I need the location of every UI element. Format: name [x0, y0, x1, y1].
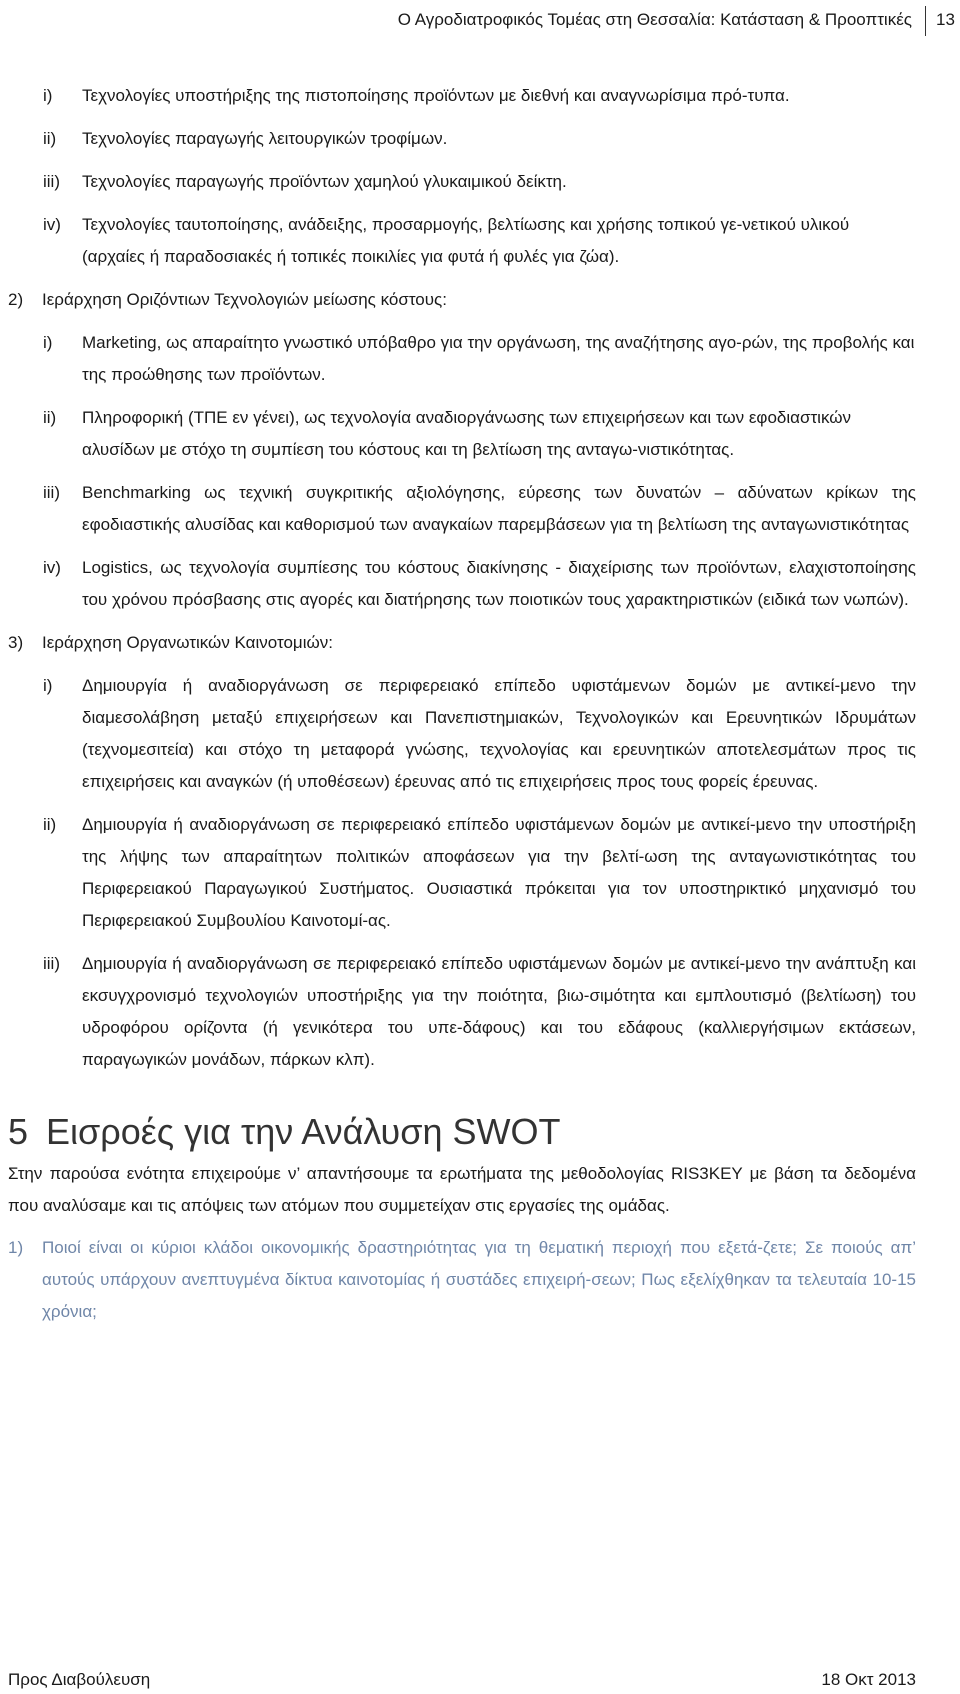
footer-date: 18 Οκτ 2013 — [821, 1670, 916, 1689]
list-item: iii) Δημιουργία ή αναδιοργάνωση σε περιφερειακό επίπεδο υφιστάμενων δομών με αντικεί-μενο την ανάπτυξη και εκσυγχρονισμό τεχνολογιών υποστήριξης για την ποιότητα, βιω-σιμότητα και εμπλουτισμό (βελτίωση) του υδροφόρου ορίζοντα (ή γενικότερα του υπε-δάφους) και του εδάφους (καλλιεργήσιμων εκτάσεων, παραγωγικών μονάδων, πάρκων κλπ). — [43, 954, 916, 1069]
section-3-heading: 3) Ιεράρχηση Οργανωτικών Καινοτομιών: — [8, 633, 334, 652]
page-footer — [8, 1670, 916, 1694]
section-5-heading: 5 Εισροές για την Ανάλυση SWOT — [8, 1111, 561, 1152]
header-title: Ο Αγροδιατροφικός Τομέας στη Θεσσαλία: Κατάσταση & Προοπτικές — [397, 10, 912, 29]
page-header — [0, 6, 960, 46]
list-item: iii) Τεχνολογίες παραγωγής προϊόντων χαμηλού γλυκαιμικού δείκτη. — [43, 172, 567, 191]
list-item: ii) Δημιουργία ή αναδιοργάνωση σε περιφερειακό επίπεδο υφιστάμενων δομών με αντικεί-μενο την υποστήριξη της λήψης των απαραίτητων πολιτικών αποφάσεων για την βελτί-ωση της ανταγωνιστικότητας του Περιφερειακού Παραγωγικού Συστήματος. Ουσιαστικά πρόκειται για τον υποστηρικτικό μηχανισμό του Περιφερειακού Συμβουλίου Καινοτομί-ας. — [43, 815, 916, 930]
section-2-heading: 2) Ιεράρχηση Οριζόντιων Τεχνολογιών μείωσης κόστους: — [8, 290, 447, 309]
list-item: ii) Πληροφορική (ΤΠΕ εν γένει), ως τεχνολογία αναδιοργάνωσης των επιχειρήσεων και των εφοδιαστικών αλυσίδων με στόχο τη συμπίεση του κόστους και τη βελτίωση της ανταγω-νιστικότητας. — [43, 408, 852, 459]
list-item: ii) Τεχνολογίες παραγωγής λειτουργικών τροφίμων. — [43, 129, 448, 148]
header-separator — [925, 6, 926, 36]
document-body — [8, 80, 916, 1339]
question-item: 1) Ποιοί είναι οι κύριοι κλάδοι οικονομικής δραστηριότητας για τη θεματική περιοχή που εξετά-ζετε; Σε ποιούς απ’ αυτούς υπάρχουν ανεπτυγμένα δίκτυα καινοτομίας ή συστάδες επιχειρή-σεων; Πως εξελίχθηκαν τα τελευταία 10-15 χρόνια; — [8, 1238, 916, 1321]
list-item: i) Marketing, ως απαραίτητο γνωστικό υπόβαθρο για την οργάνωση, της αναζήτησης αγο-ρών, της προβολής και της προώθησης των προϊόντων. — [43, 333, 915, 384]
footer-status: Προς Διαβούλευση — [8, 1670, 151, 1689]
page-number: 13 — [936, 10, 955, 29]
list-item: iii) Benchmarking ως τεχνική συγκριτικής αξιολόγησης, εύρεσης των δυνατών – αδύνατων κρίκων της εφοδιαστικής αλυσίδας και καθορισμού των αναγκαίων παρεμβάσεων για τη βελτίωση της ανταγωνιστικότητας — [43, 483, 916, 534]
section-5-intro: Στην παρούσα ενότητα επιχειρούμε ν’ απαντήσουμε τα ερωτήματα της μεθοδολογίας RIS3KEY με βάση τα δεδομένα που αναλύσαμε και τις απόψεις των ατόμων που συμμετείχαν στις εργασίες της ομάδας. — [8, 1164, 916, 1215]
list-item: i) Δημιουργία ή αναδιοργάνωση σε περιφερειακό επίπεδο υφιστάμενων δομών με αντικεί-μενο την διαμεσολάβηση μεταξύ επιχειρήσεων και Πανεπιστημιακών, Τεχνολογικών και Ερευνητικών Ιδρυμάτων (τεχνομεσιτεία) και στόχο τη μεταφορά γνώσης, τεχνολογίας και ερευνητικών αποτελεσμάτων προς τις επιχειρήσεις και αναγκών (ή υποθέσεων) έρευνας από τις επιχειρήσεις προς τους φορείς έρευνας. — [43, 676, 916, 791]
list-item: i) Τεχνολογίες υποστήριξης της πιστοποίησης προϊόντων με διεθνή και αναγνωρίσιμα πρό-τυπα. — [43, 86, 790, 105]
list-item: iv) Τεχνολογίες ταυτοποίησης, ανάδειξης, προσαρμογής, βελτίωσης και χρήσης τοπικού γε-νετικού υλικού (αρχαίες ή παραδοσιακές ή τοπικές ποικιλίες για φυτά ή φυλές για ζώα). — [43, 215, 850, 266]
list-item: iv) Logistics, ως τεχνολογία συμπίεσης του κόστους διακίνησης - διαχείρισης των προϊόντων, ελαχιστοποίησης του χρόνου πρόσβασης στις αγορές και διατήρησης των ποιοτικών τους χαρακτηριστικών (ειδικά των νωπών). — [43, 558, 916, 609]
